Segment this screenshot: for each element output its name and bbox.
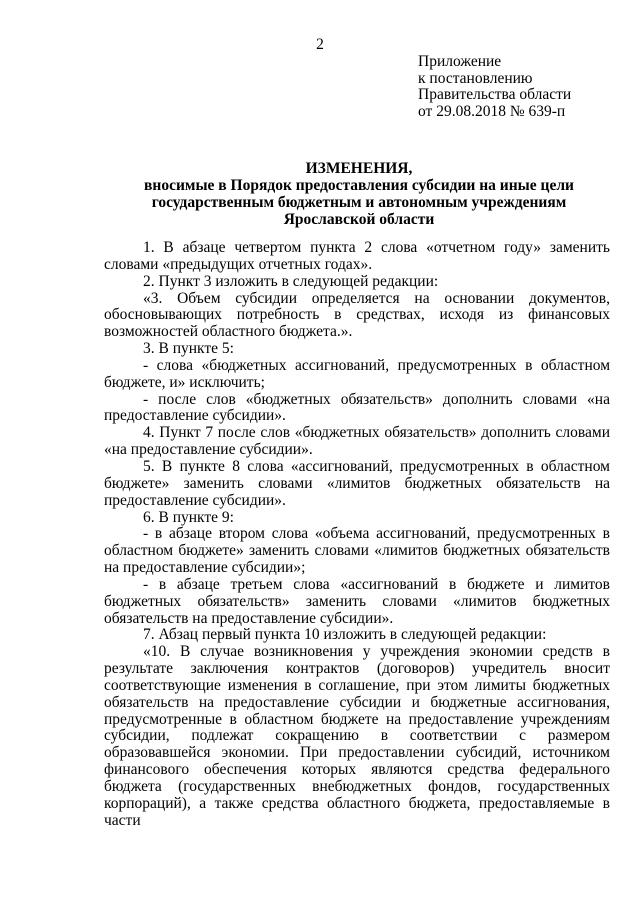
paragraph: «3. Объем субсидии определяется на основании документов, обосновывающих потребность в средствах, исходя из финансовых возможностей областного бюджета.». [104, 289, 610, 341]
document-heading [104, 160, 614, 228]
appendix-line: Правительства области [418, 86, 572, 104]
paragraph: - после слов «бюджетных обязательств» дополнить словами «на предоставление субсидии». [104, 390, 610, 425]
heading-line: вносимые в Порядок предоставления субсидии на иные цели [144, 177, 574, 194]
page-number: 2 [316, 36, 324, 53]
paragraph: 4. Пункт 7 после слов «бюджетных обязательств» дополнить словами «на предоставление субсидии». [104, 424, 610, 459]
paragraph: «10. В случае возникновения у учреждения экономии средств в результате заключения контрактов (договоров) учредитель вносит соответствующие изменения в соглашение, при этом лимиты бюджетных обязательств на предоставление субсидии и бюджетные ассигнования, предусмотренные в областном бюджете на предоставление учреждениям субсидии, подлежат сокращению в соответствии с размером образовавшейся экономии. При предоставлении субсидий, источником финансового обеспечения которых являются средства федерального бюджета (государственных внебюджетных фондов, государственных корпораций), а также средства областного бюджета, предоставляемые в части [104, 643, 610, 829]
paragraph: 2. Пункт 3 изложить в следующей редакции: [143, 272, 439, 290]
appendix-line: от 29.08.2018 № 639-п [418, 103, 566, 121]
appendix-block [418, 54, 618, 121]
appendix-line: Приложение [418, 53, 502, 70]
paragraph: - слова «бюджетных ассигнований, предусмотренных в областном бюджете, и» исключить; [104, 356, 610, 391]
paragraph: 5. В пункте 8 слова «ассигнований, предусмотренных в областном бюджете» заменить словами «лимитов бюджетных обязательств на предоставление субсидии». [104, 457, 610, 509]
heading-title: ИЗМЕНЕНИЯ, [305, 160, 413, 177]
heading-line: государственным бюджетным и автономным учреждениям [151, 194, 567, 211]
paragraph: 1. В абзаце четвертом пункта 2 слова «отчетном году» заменить словами «предыдущих отчетных годах». [104, 239, 610, 273]
paragraph: 6. В пункте 9: [143, 508, 234, 526]
paragraph: - в абзаце третьем слова «ассигнований в бюджете и лимитов бюджетных обязательств» заменить словами «лимитов бюджетных обязательств на предоставление субсидии». [104, 575, 610, 627]
document-body [104, 240, 610, 830]
appendix-line: к постановлению [418, 69, 533, 87]
heading-line: Ярославской области [283, 211, 435, 228]
paragraph: 7. Абзац первый пункта 10 изложить в следующей редакции: [143, 626, 547, 644]
paragraph: 3. В пункте 5: [143, 340, 234, 358]
paragraph: - в абзаце втором слова «объема ассигнований, предусмотренных в областном бюджете» заменить словами «лимитов бюджетных обязательств на предоставление субсидии»; [104, 525, 610, 577]
